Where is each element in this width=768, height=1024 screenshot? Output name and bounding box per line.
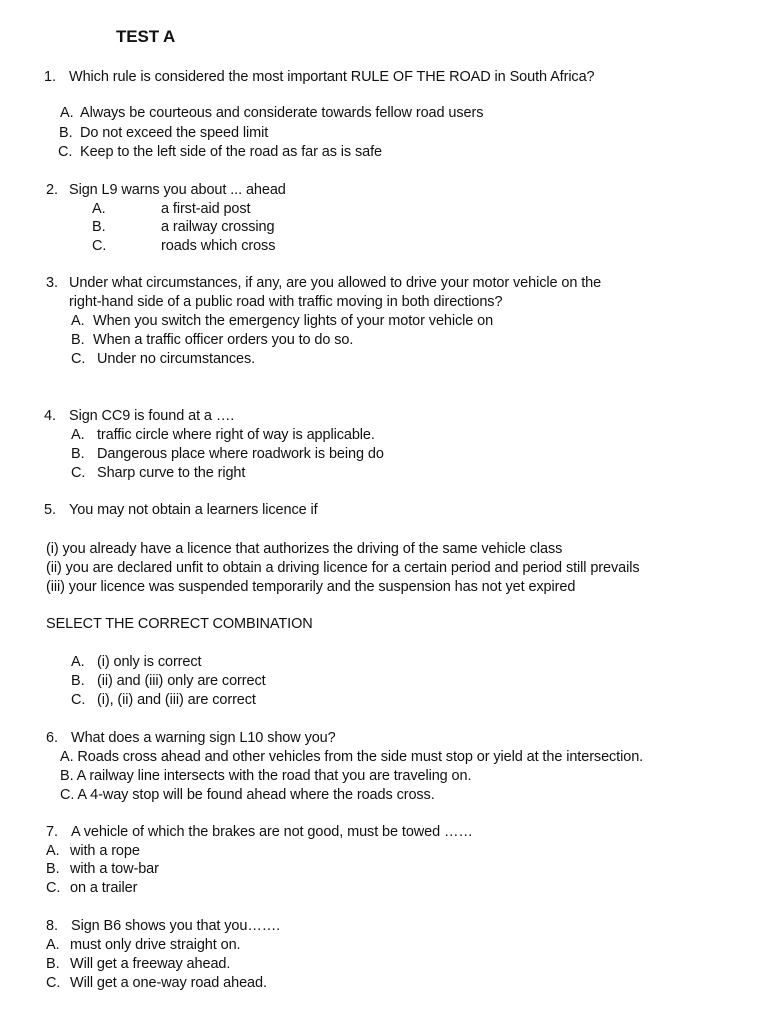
option-letter: B. — [71, 673, 85, 689]
option-letter: C. — [46, 975, 61, 991]
option-letter: A. — [71, 654, 85, 670]
option-text: (ii) and (iii) only are correct — [97, 673, 266, 689]
option-text: Keep to the left side of the road as far as is safe — [80, 144, 382, 160]
option-letter: A. — [71, 313, 85, 329]
question-number: 7. — [46, 824, 58, 840]
question-text: right-hand side of a public road with traffic moving in both directions? — [69, 294, 503, 310]
option-letter: A. — [92, 201, 106, 217]
question-number: 2. — [46, 182, 58, 198]
option-letter: B. — [46, 956, 60, 972]
option-text: Under no circumstances. — [97, 351, 256, 367]
question-text: Sign CC9 is found at a …. — [69, 408, 235, 424]
option-letter: C. — [71, 692, 86, 708]
option-text: Sharp curve to the right — [97, 465, 246, 481]
option-text: When a traffic officer orders you to do so. — [93, 332, 354, 348]
question-text: Sign L9 warns you about ... ahead — [69, 182, 286, 198]
option-letter: B. — [71, 332, 85, 348]
question-number: 6. — [46, 730, 58, 746]
question-number: 1. — [44, 69, 56, 85]
option-text: on a trailer — [70, 880, 138, 896]
option-letter: B. — [46, 861, 60, 877]
option-text: Will get a one-way road ahead. — [70, 975, 267, 991]
option-text: (i), (ii) and (iii) are correct — [97, 692, 256, 708]
option-text: Will get a freeway ahead. — [70, 956, 231, 972]
question-text: You may not obtain a learners licence if — [69, 502, 318, 518]
question-number: 3. — [46, 275, 58, 291]
option-letter: B. — [59, 125, 73, 141]
question-number: 5. — [44, 502, 56, 518]
option-text: must only drive straight on. — [70, 937, 241, 953]
question-text: Which rule is considered the most important RULE OF THE ROAD in South Africa? — [69, 69, 595, 85]
option-text: Do not exceed the speed limit — [80, 125, 269, 141]
option-letter: A. — [46, 843, 60, 859]
option-text: (i) only is correct — [97, 654, 202, 670]
option-letter: B. — [92, 219, 106, 235]
statement: (iii) your licence was suspended temporarily and the suspension has not yet expired — [46, 579, 576, 595]
option-text: When you switch the emergency lights of your motor vehicle on — [93, 313, 494, 329]
option-letter: C. — [71, 465, 86, 481]
option-text: Always be courteous and considerate towards fellow road users — [80, 105, 484, 121]
option-text: with a tow-bar — [70, 861, 159, 877]
option-letter: C. — [58, 144, 73, 160]
option-letter: A. — [60, 105, 74, 121]
option: A. Roads cross ahead and other vehicles from the side must stop or yield at the intersection. — [60, 749, 644, 765]
option-letter: A. — [46, 937, 60, 953]
question-text: Under what circumstances, if any, are you allowed to drive your motor vehicle on the — [69, 275, 602, 291]
question-text: What does a warning sign L10 show you? — [71, 730, 336, 746]
option-letter: C. — [46, 880, 61, 896]
question-number: 4. — [44, 408, 56, 424]
option: C. A 4-way stop will be found ahead where the roads cross. — [60, 787, 435, 803]
option-letter: C. — [71, 351, 86, 367]
option-text: a first-aid post — [161, 201, 251, 217]
question-text: A vehicle of which the brakes are not good, must be towed …… — [71, 824, 473, 840]
option-text: Dangerous place where roadwork is being do — [97, 446, 384, 462]
option-letter: C. — [92, 238, 107, 254]
statement: (ii) you are declared unfit to obtain a driving licence for a certain period and period still prevails — [46, 560, 640, 576]
option-text: with a rope — [70, 843, 140, 859]
question-text: Sign B6 shows you that you……. — [71, 918, 281, 934]
option-text: roads which cross — [161, 238, 276, 254]
question-number: 8. — [46, 918, 58, 934]
option-letter: B. — [71, 446, 85, 462]
page-title: TEST A — [116, 27, 176, 46]
statement: (i) you already have a licence that authorizes the driving of the same vehicle class — [46, 541, 563, 557]
option: B. A railway line intersects with the road that you are traveling on. — [60, 768, 472, 784]
option-letter: A. — [71, 427, 85, 443]
option-text: a railway crossing — [161, 219, 275, 235]
instruction: SELECT THE CORRECT COMBINATION — [46, 616, 313, 632]
option-text: traffic circle where right of way is applicable. — [97, 427, 375, 443]
